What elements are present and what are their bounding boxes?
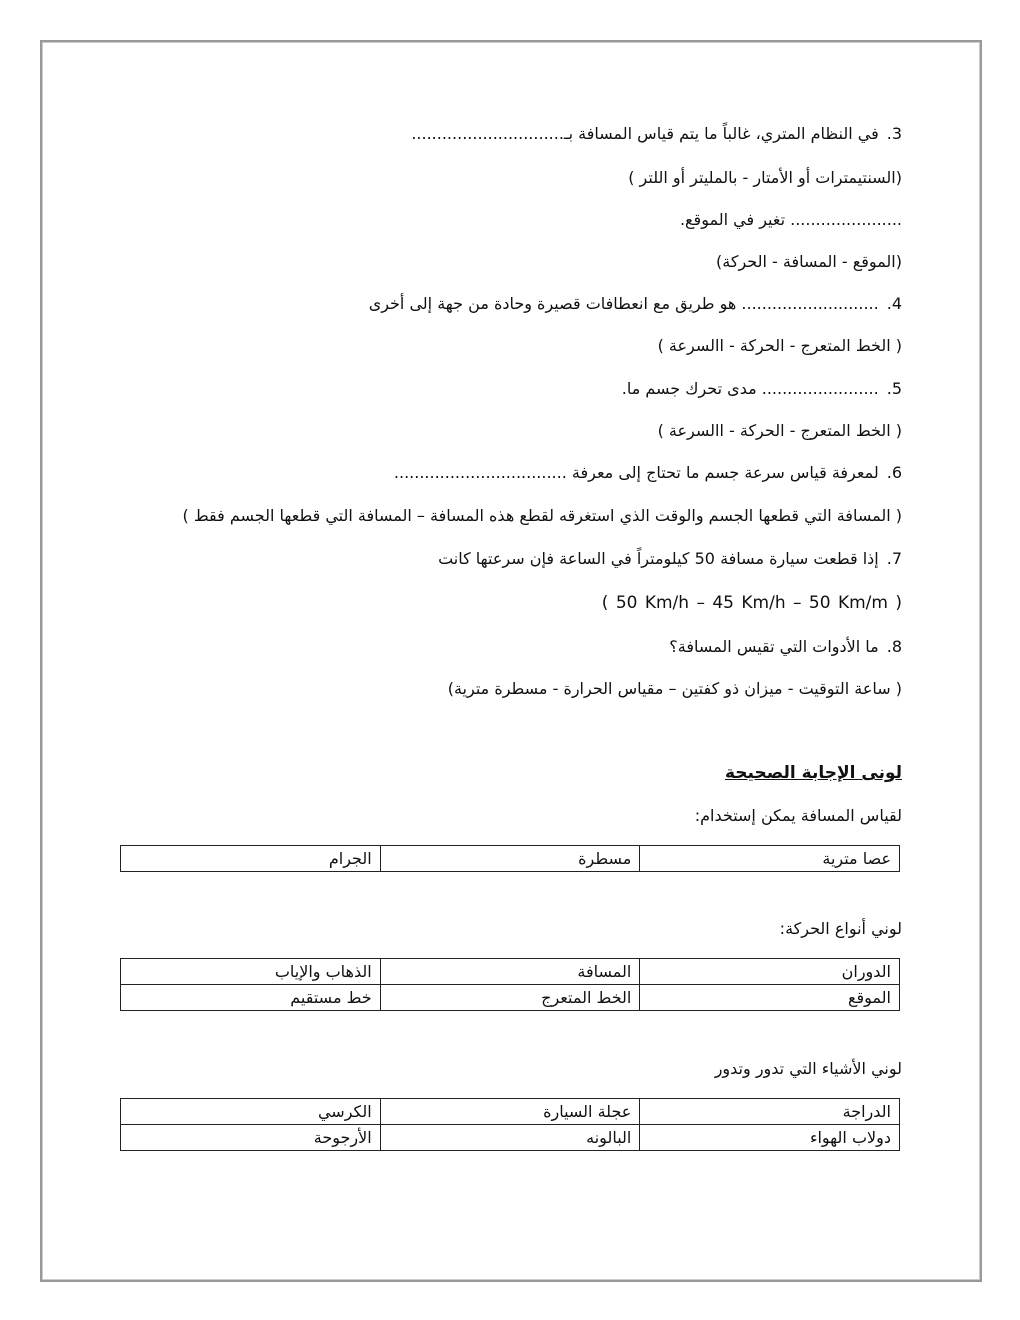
option-cell[interactable]: الدوران: [640, 959, 900, 985]
option-cell[interactable]: مسطرة: [380, 846, 640, 872]
question-8: [669, 636, 902, 658]
option-cell[interactable]: الجرام: [121, 846, 381, 872]
option-cell[interactable]: الخط المتعرج: [380, 985, 640, 1011]
choices-text: ( 50 Km/h – 45 Km/h – 50 Km/m ): [601, 593, 902, 613]
question-number: 6.: [886, 463, 902, 482]
option-cell[interactable]: الذهاب والإياب: [121, 959, 381, 985]
table-row: [121, 985, 900, 1011]
question-7: [438, 548, 902, 570]
question-number: 7.: [886, 549, 902, 568]
option-cell[interactable]: الدراجة: [640, 1099, 900, 1125]
question-blank-choices: [716, 251, 902, 273]
option-cell[interactable]: المسافة: [380, 959, 640, 985]
table-row: [121, 1099, 900, 1125]
choices-text: ( ساعة التوقيت - ميزان ذو كفتين – مقياس الحرارة - مسطرة مترية): [447, 679, 902, 698]
question-number: 8.: [886, 637, 902, 656]
question-8-choices: [448, 678, 902, 700]
question-number: 3.: [886, 124, 902, 143]
question-number: 5.: [886, 379, 902, 398]
options-table: [120, 1098, 900, 1151]
table-row: [121, 1125, 900, 1151]
question-text: ........................... هو طريق مع انعطافات قصيرة وحادة من جهة إلى أخرى: [368, 294, 879, 313]
question-text: ....................... مدى تحرك جسم ما.: [621, 379, 879, 398]
question-text: في النظام المتري، غالباً ما يتم قياس المسافة بـ..............................: [411, 124, 879, 143]
option-cell[interactable]: خط مستقيم: [121, 985, 381, 1011]
choices-text: ( المسافة التي قطعها الجسم والوقت الذي استغرقه لقطع هذه المسافة – المسافة التي قطعها الجسم فقط ): [182, 506, 902, 525]
option-cell[interactable]: عجلة السيارة: [380, 1099, 640, 1125]
option-cell[interactable]: الأرجوحة: [121, 1125, 381, 1151]
option-cell[interactable]: الكرسي: [121, 1099, 381, 1125]
options-table: [120, 845, 900, 872]
question-4-choices: [658, 335, 902, 357]
section-heading: لونى الإجابة الصحيحة: [725, 763, 902, 783]
question-text: ما الأدوات التي تقيس المسافة؟: [669, 637, 879, 656]
question-number: 4.: [886, 294, 902, 313]
option-cell[interactable]: الموقع: [640, 985, 900, 1011]
question-4: [369, 293, 902, 315]
option-cell[interactable]: البالونه: [380, 1125, 640, 1151]
option-cell[interactable]: دولاب الهواء: [640, 1125, 900, 1151]
table-row: [121, 846, 900, 872]
question-5: [622, 378, 902, 400]
options-table: [120, 958, 900, 1011]
question-text: ...................... تغير في الموقع.: [679, 210, 902, 229]
group-prompt: لوني أنواع الحركة:: [779, 919, 902, 938]
group-prompt: لوني الأشياء التي تدور وتدور: [714, 1059, 902, 1078]
question-6: [394, 462, 902, 484]
choices-text: (السنتيمترات أو الأمتار - بالمليتر أو اللتر ): [628, 168, 902, 187]
group-prompt: لقياس المسافة يمكن إستخدام:: [694, 806, 902, 825]
question-7-choices: [602, 592, 902, 614]
question-6-choices: [183, 505, 903, 527]
option-cell[interactable]: عصا مترية: [640, 846, 900, 872]
question-blank: [680, 209, 902, 231]
question-5-choices: [658, 420, 902, 442]
choices-text: ( الخط المتعرج - الحركة - االسرعة ): [657, 421, 902, 440]
question-text: لمعرفة قياس سرعة جسم ما تحتاج إلى معرفة ..................................: [393, 463, 879, 482]
choices-text: (الموقع - المسافة - الحركة): [716, 252, 902, 271]
question-text: إذا قطعت سيارة مسافة 50 كيلومتراً في الساعة فإن سرعتها كانت: [438, 549, 879, 568]
question-3: [411, 123, 902, 145]
table-row: [121, 959, 900, 985]
question-3-choices: [628, 167, 902, 189]
choices-text: ( الخط المتعرج - الحركة - االسرعة ): [657, 336, 902, 355]
